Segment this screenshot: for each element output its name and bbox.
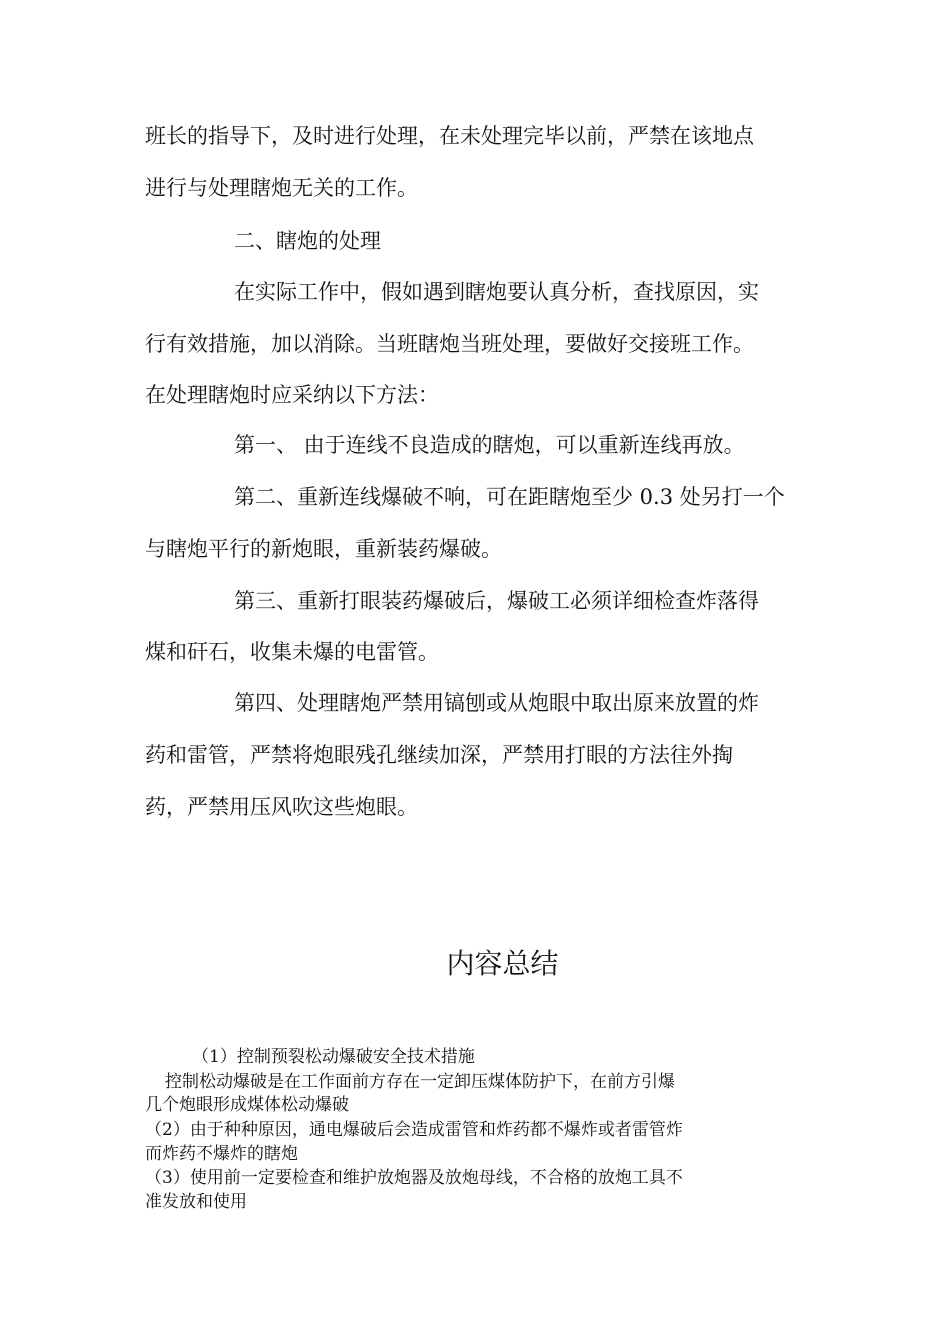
summary-line: （3）使用前一定要检查和维护放炮器及放炮母线，不合格的放炮工具不 [145,1168,683,1188]
body-line: 在处理瞎炮时应采纳以下方法： [145,383,439,407]
body-line: 第一、 由于连线不良造成的瞎炮，可以重新连线再放。 [234,433,745,457]
body-line: 药和雷管，严禁将炮眼残孔继续加深，严禁用打眼的方法往外掏 [145,743,733,767]
body-line: 煤和矸石，收集未爆的电雷管。 [145,640,439,664]
body-line: 第二、重新连线爆破不响，可在距瞎炮至少 0.3 处另打一个 [234,485,785,509]
summary-line: （2）由于种种原因，通电爆破后会造成雷管和炸药都不爆炸或者雷管炸 [145,1120,683,1140]
body-line: 与瞎炮平行的新炮眼，重新装药爆破。 [145,537,502,561]
body-line: 第四、处理瞎炮严禁用镐刨或从炮眼中取出原来放置的炸 [234,691,759,715]
body-line: 在实际工作中，假如遇到瞎炮要认真分析，查找原因，实 [234,280,759,304]
body-line: 进行与处理瞎炮无关的工作。 [145,176,418,200]
summary-line: 而炸药不爆炸的瞎炮 [145,1144,298,1164]
summary-line: 准发放和使用 [145,1192,247,1212]
summary-line: 几个炮眼形成煤体松动爆破 [145,1095,349,1115]
body-line: 班长的指导下，及时进行处理，在未处理完毕以前，严禁在该地点 [145,124,754,148]
section-heading: 二、瞎炮的处理 [234,229,381,253]
body-line: 第三、重新打眼装药爆破后，爆破工必须详细检查炸落得 [234,589,759,613]
summary-title: 内容总结 [446,947,559,980]
summary-line: （1）控制预裂松动爆破安全技术措施 [192,1047,475,1067]
body-line: 行有效措施，加以消除。当班瞎炮当班处理，要做好交接班工作。 [145,332,754,356]
summary-line: 控制松动爆破是在工作面前方存在一定卸压煤体防护下，在前方引爆 [165,1072,675,1092]
body-line: 药，严禁用压风吹这些炮眼。 [145,795,418,819]
